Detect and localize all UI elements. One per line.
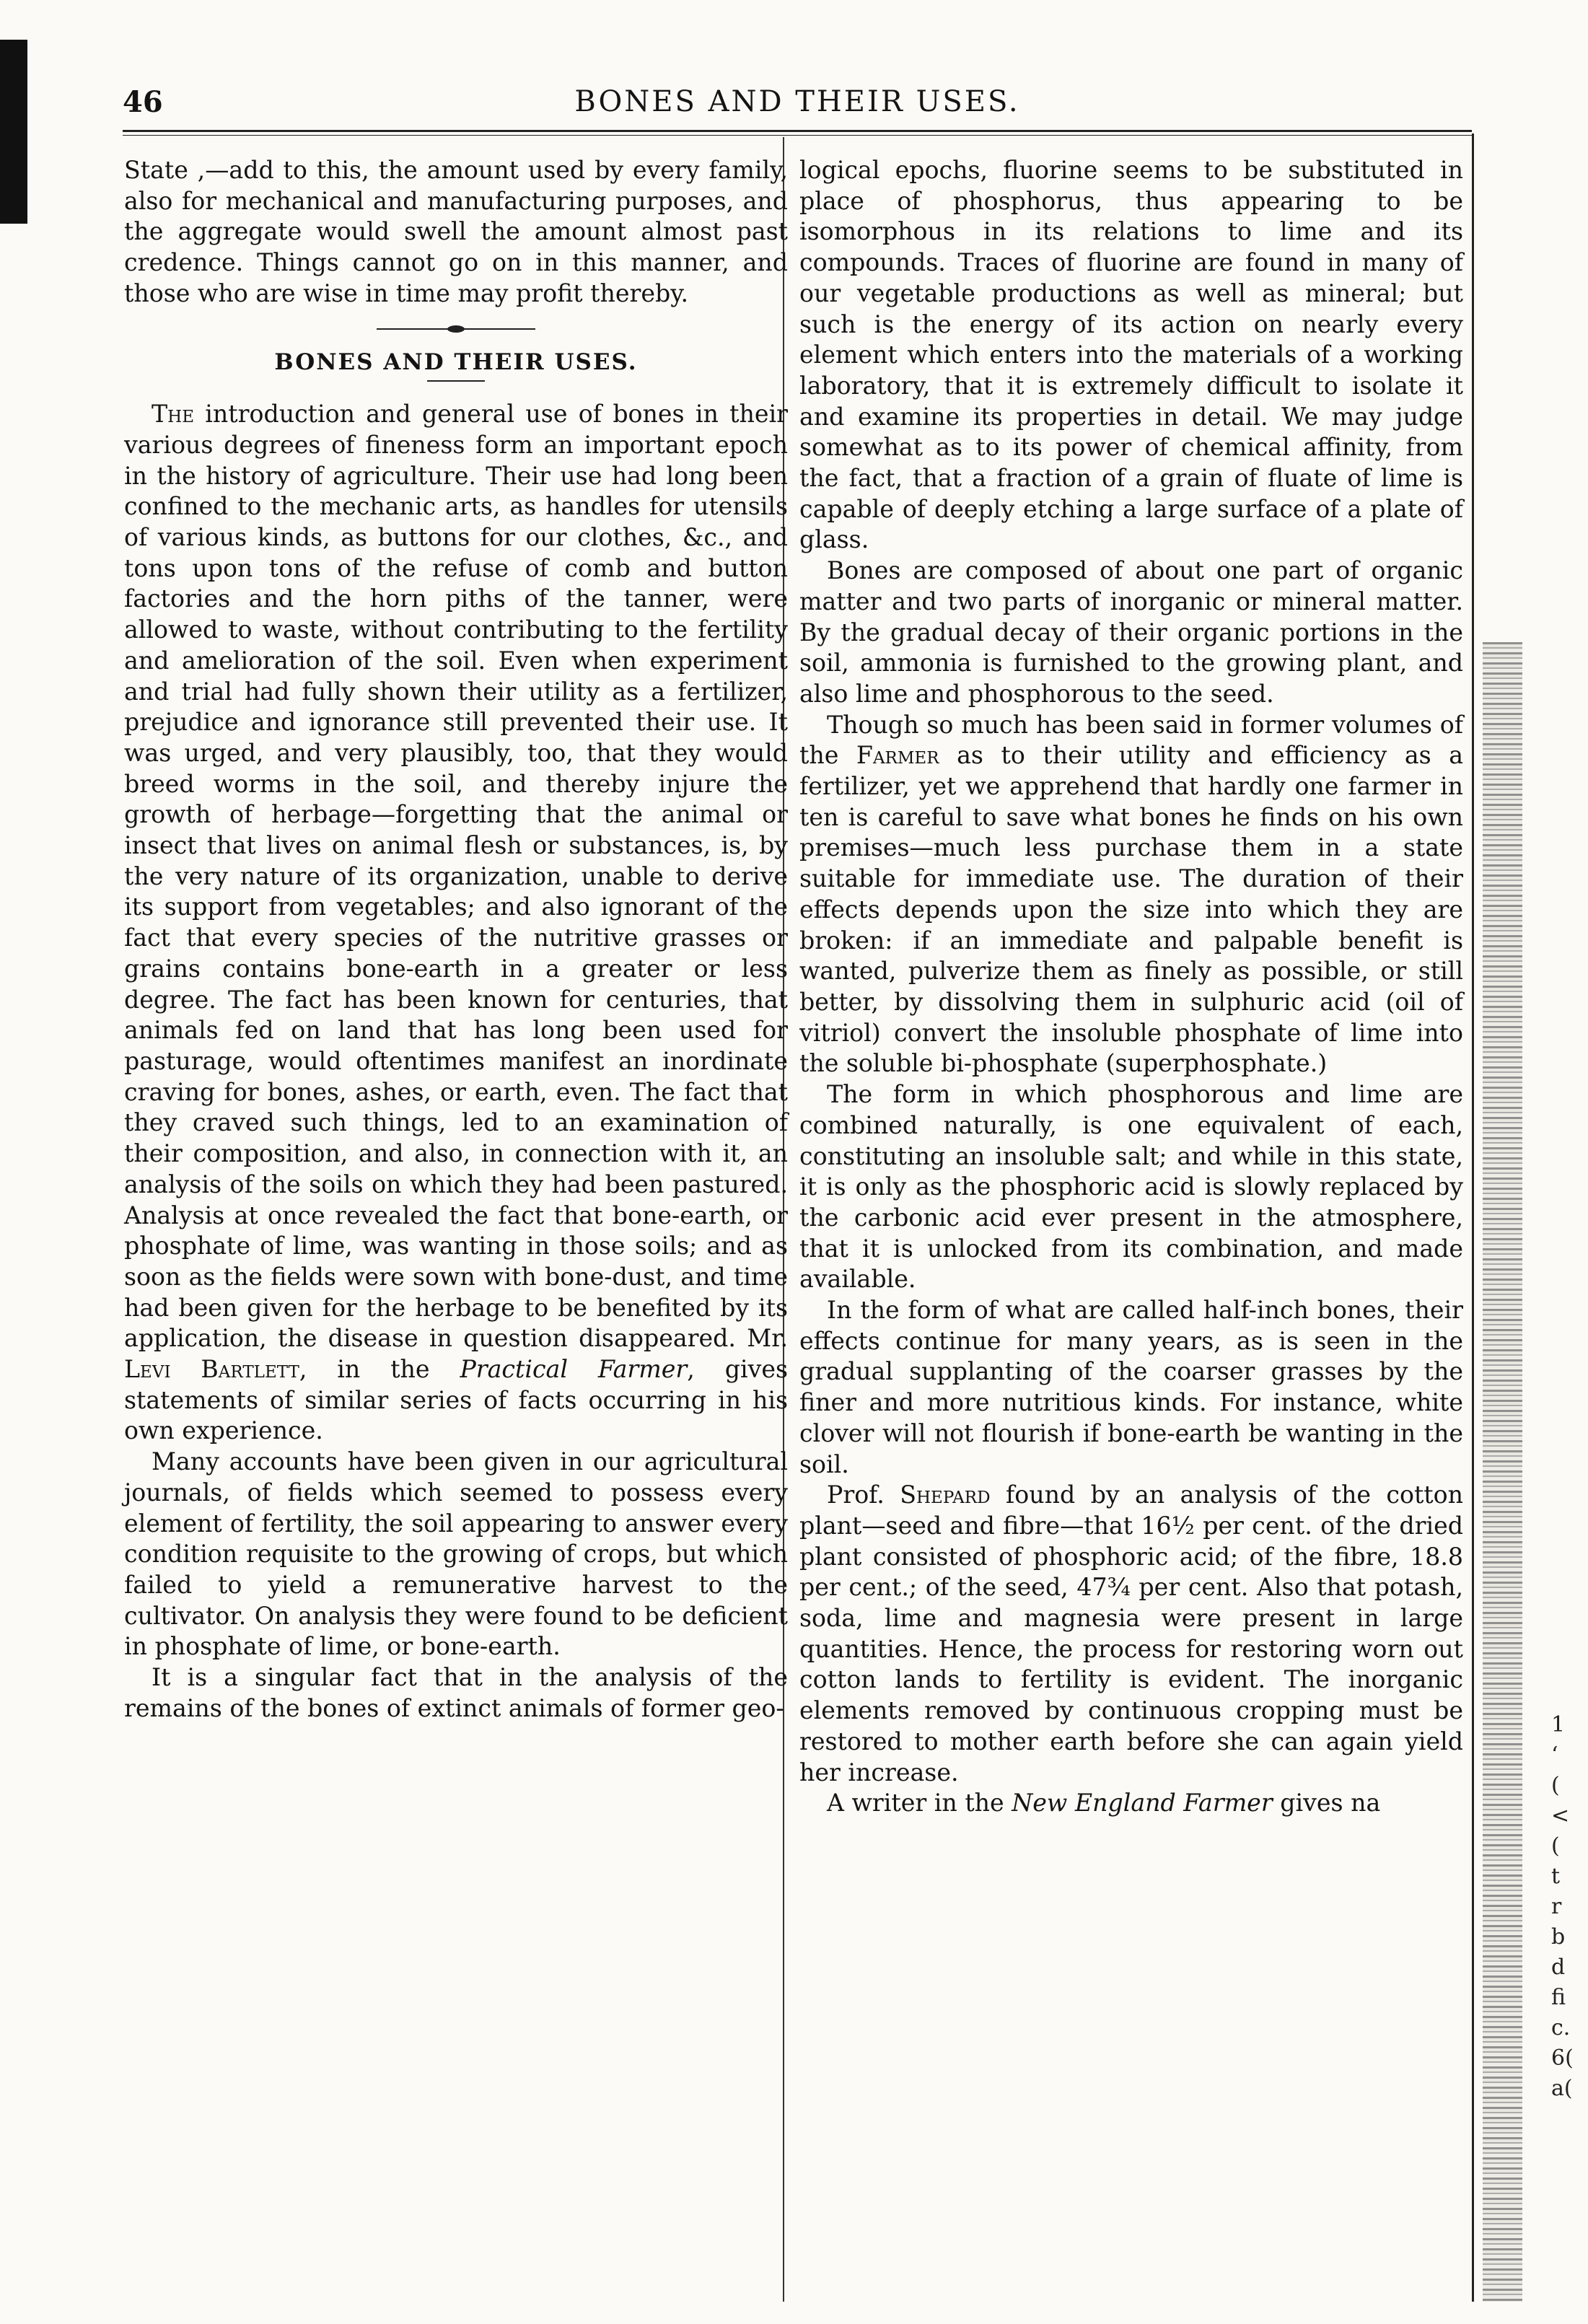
margin-fragment-char: ( xyxy=(1551,1773,1560,1798)
margin-fragment-char: r xyxy=(1551,1894,1562,1919)
margin-fragment-char: 1 xyxy=(1551,1712,1566,1737)
paragraph-volumes: Though so much has been said in former volumes of the Farmer as to their utility and efficiency as a fertilizer, yet we apprehend that hardly one farmer in ten is careful to save what bones he finds on his own premises—much less purchase them in a state suitable for immediate use. The duration of their effects depends upon the size into which they are broken: if an immediate and palpable benefit is wanted, pulverize them as finely as possible, or still better, by dissolving them in sulphuric acid (oil of vitriol) convert the insoluble phosphate of lime into the soluble bi-phosphate (superphosphate.) xyxy=(799,710,1464,1078)
margin-fragment-char: 6( xyxy=(1551,2045,1574,2071)
margin-fragment-char: a( xyxy=(1551,2076,1573,2101)
paragraph-singular-fact: It is a singular fact that in the analysis of the remains of the bones of extinct animals of former geo- xyxy=(124,1663,788,1722)
margin-fragment xyxy=(1551,1710,1580,2104)
continuation-paragraph: State ,—add to this, the amount used by every family, also for mechanical and manufacturing purposes, and the aggregate would swell the amount almost past credence. Things cannot go on in this manner, and those who are wise in time may profit thereby. xyxy=(124,156,788,307)
paragraph-composition: Bones are composed of about one part of organic matter and two parts of inorganic or mineral matter. By the gradual decay of their organic portions in the soil, ammonia is furnished to the growing plant, and also lime and phosphorous to the seed. xyxy=(799,556,1463,708)
margin-fragment-char: t xyxy=(1551,1864,1561,1889)
running-title: BONES AND THEIR USES. xyxy=(574,85,1020,118)
margin-fragment-char: ( xyxy=(1551,1833,1560,1859)
title-rule xyxy=(427,380,485,382)
paragraph-shepard: Prof. Shepard found by an analysis of the cotton plant—seed and fibre—that 16½ per cent. of the dried plant consisted of phosphoric acid; of the fibre, 18.8 per cent.; of the seed, 47¾ per cent. Also that potash, soda, lime and magnesia were present in large quantities. Hence, the process for restoring worn out cotton lands to fertility is evident. The inorganic elements removed by continuous cropping must be restored to mother earth before she can again yield her increase. xyxy=(799,1481,1464,1786)
margin-fragment-char: d xyxy=(1551,1955,1566,1980)
paragraph-accounts: Many accounts have been given in our agricultural journals, of fields which seemed to possess every element of fertility, the soil appearing to answer every condition requisite to the growing of crops, but which failed to yield a remunerative harvest to the cultivator. On analysis they were found to be deficient in phosphate of lime, or bone-earth. xyxy=(124,1447,788,1661)
journal-title: New England Farmer xyxy=(1012,1789,1273,1817)
continuation-paragraph: logical epochs, fluorine seems to be substituted in place of phosphorus, thus appearing to be isomorphous in its relations to lime and its compounds. Traces of fluorine are found in many of our vegetable productions as well as mineral; but such is the energy of its action on nearly every element which enters into the materials of a working laboratory, that it is extremely difficult to isolate it and examine its properties in detail. We may judge somewhat as to its power of chemical affinity, from the fact, that a fraction of a grain of fluate of lime is capable of deeply etching a large surface of a plate of glass. xyxy=(799,156,1463,554)
paragraph-half-inch: In the form of what are called half-inch bones, their effects continue for many years, as is seen in the gradual supplanting of the coarser grasses by the finer and more nutritious kinds. For instance, white clover will not flourish if bone-earth be wanting in the soil. xyxy=(799,1296,1463,1478)
margin-fragment-char: b xyxy=(1551,1924,1566,1950)
journal-name: Farmer xyxy=(856,741,939,770)
margin-fragment-char: ‘ xyxy=(1551,1742,1558,1768)
margin-fragment-char: c. xyxy=(1551,2015,1571,2040)
margin-fragment-char: < xyxy=(1551,1803,1570,1828)
paragraph-writer: A writer in the New England Farmer gives na xyxy=(827,1789,1381,1817)
left-column xyxy=(124,155,788,1724)
page-gutter-shadow xyxy=(1483,642,1522,2302)
section-separator xyxy=(377,325,535,333)
paragraph-intro: The introduction and general use of bones in their various degrees of fineness form an important epoch in the history of agriculture. Their use had long been confined to the mechanic arts, as handles for utensils of various kinds, as buttons for our clothes, &c., and tons upon tons of the refuse of comb and button factories and the horn piths of the tanner, were allowed to waste, without contributing to the fertility and amelioration of the soil. Even when experiment and trial had fully shown their utility as a fertilizer, prejudice and ignorance still prevented their use. It was urged, and very plausibly, too, that they would breed worms in the soil, and thereby injure the growth of herbage—forgetting that the animal or insect that lives on animal flesh or substances, is, by the very nature of its organization, unable to derive its support from vegetables; and also ignorant of the fact that every species of the nutritive grasses or grains contains bone-earth in a greater or less degree. The fact has been known for centuries, that animals fed on land that has long been used for pasturage, would oftentimes manifest an inordinate craving for bones, ashes, or earth, even. The fact that they craved such things, led to an examination of their composition, and also, in connection with it, an analysis of the soils on which they had been pastured. Analysis at once revealed the fact that bone-earth, or phosphate of lime, was wanting in those soils; and as soon as the fields were sown with bone-dust, and time had been given for the herbage to be benefited by its application, the disease in question disappeared. Mr. Levi Bartlett, in the Practical Farmer, gives statements of similar series of facts occurring in his own experience. xyxy=(124,400,788,1445)
article-title: BONES AND THEIR USES. xyxy=(274,348,638,375)
paragraph-form: The form in which phosphorous and lime are combined naturally, is one equivalent of each, constituting an insoluble salt; and while in this state, it is only as the phosphoric acid is slowly replaced by the carbonic acid ever present in the atmosphere, that it is unlocked from its combination, and made available. xyxy=(799,1080,1463,1294)
right-column xyxy=(799,155,1463,1819)
person-name: Levi Bartlett xyxy=(124,1355,299,1384)
binding-edge-bar xyxy=(0,40,27,224)
right-border-rule xyxy=(1472,133,1474,2302)
page-number: 46 xyxy=(123,85,163,119)
person-name: Shepard xyxy=(900,1481,991,1509)
drop-word: The xyxy=(152,400,194,429)
journal-title: Practical Farmer xyxy=(460,1355,688,1384)
running-head xyxy=(123,85,1472,128)
margin-fragment-char: fi xyxy=(1551,1985,1566,2010)
header-rule xyxy=(123,130,1472,136)
